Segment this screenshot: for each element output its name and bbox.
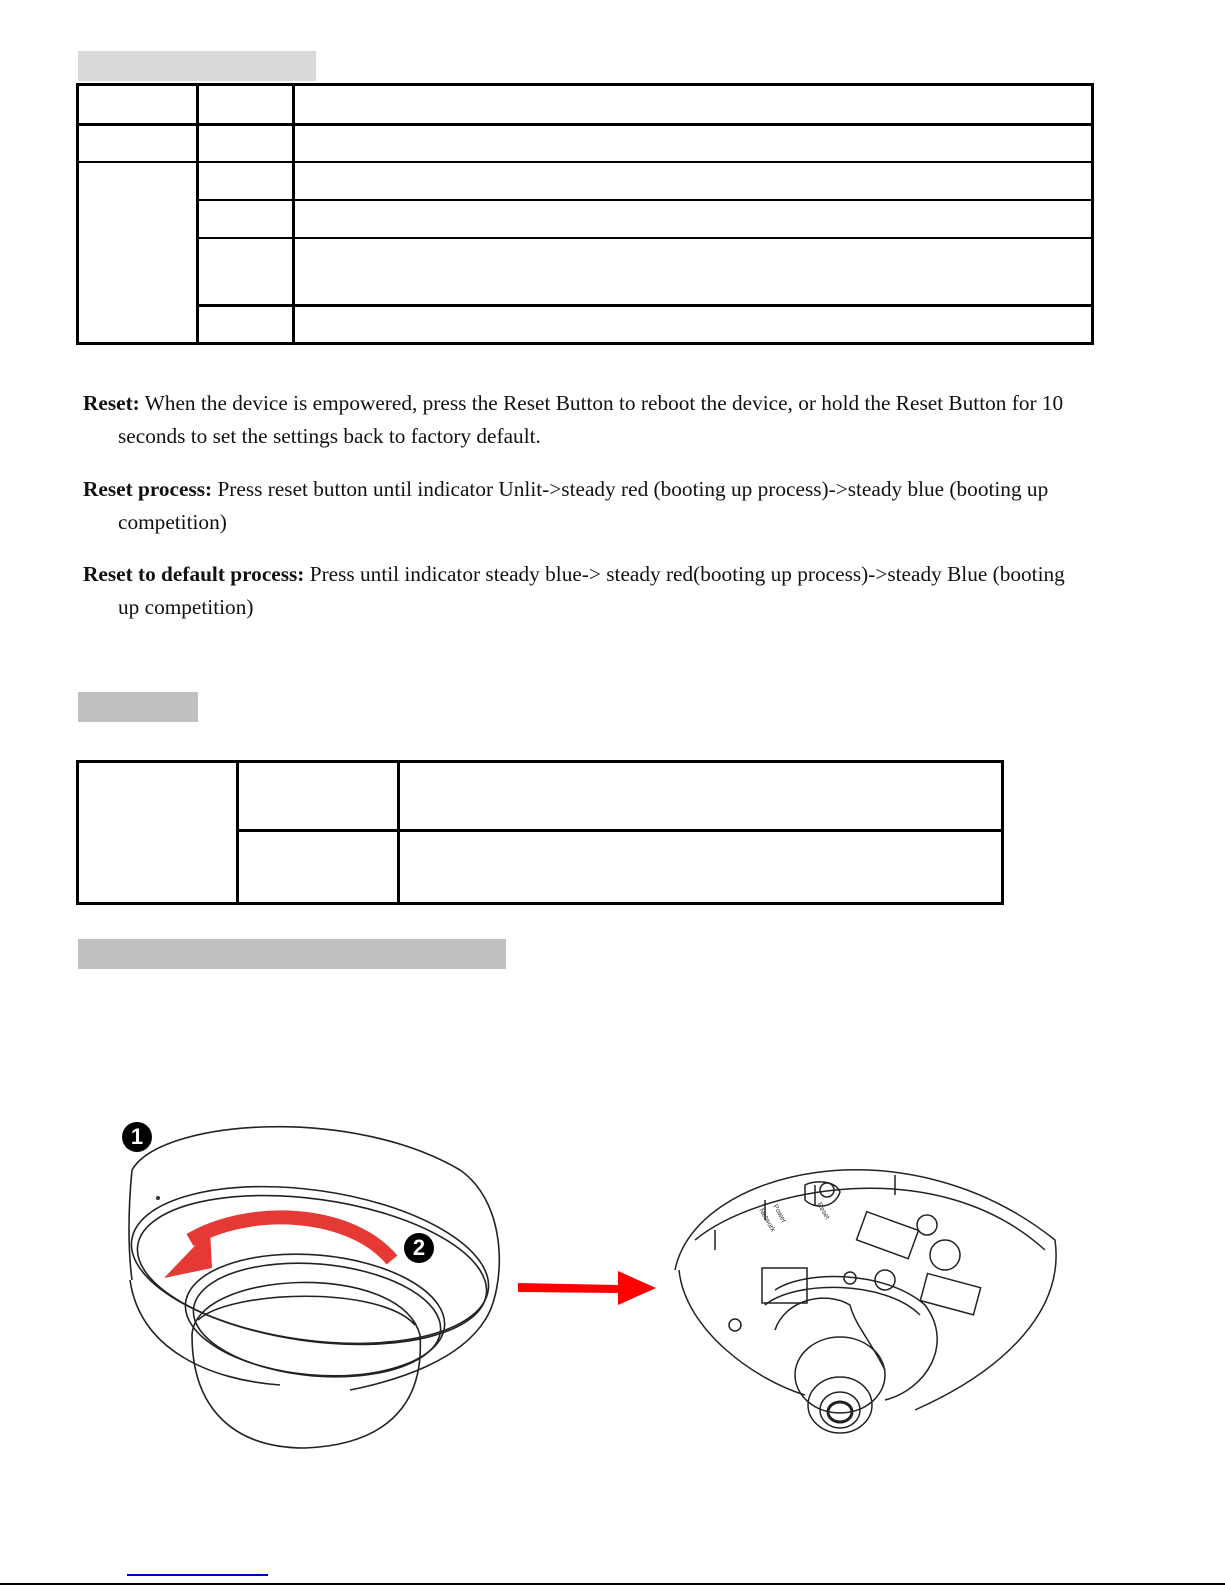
transition-arrow <box>518 1268 658 1308</box>
note-text: Press until indicator steady blue-> steady red(booting up process)->steady Blue (booting <box>304 562 1065 586</box>
camera-label-network: Network <box>757 1207 777 1234</box>
switch-table <box>76 760 1004 905</box>
dome-opened-illustration <box>655 1130 1065 1460</box>
table-cell <box>295 163 1091 199</box>
camera-label-power: Power <box>771 1203 788 1225</box>
table-cell <box>295 239 1091 304</box>
arrow-right-icon <box>518 1268 658 1308</box>
note-text-continued: seconds to set the settings back to factory default. <box>118 424 541 448</box>
reset-default-note <box>83 558 1143 624</box>
led-indicator-table <box>76 83 1094 345</box>
table-cell <box>400 832 1001 902</box>
table-cell <box>199 126 292 161</box>
reset-note <box>83 387 1143 453</box>
table-cell <box>239 832 397 902</box>
footer-link[interactable] <box>127 1574 268 1576</box>
section-heading-led <box>78 51 316 81</box>
note-text-continued: competition) <box>118 510 227 534</box>
dome-camera-open-icon <box>655 1130 1065 1460</box>
note-label: Reset process: <box>83 477 213 501</box>
camera-label-reset: Reset <box>815 1201 831 1221</box>
note-label: Reset: <box>83 391 140 415</box>
dome-camera-closed-icon <box>100 1110 520 1460</box>
step-1-badge: 1 <box>122 1122 152 1152</box>
note-label: Reset to default process: <box>83 562 305 586</box>
note-text: Press reset button until indicator Unlit->steady red (booting up process)->steady blue (booting up <box>212 477 1049 501</box>
table-cell <box>239 763 397 829</box>
table-cell <box>79 163 196 342</box>
table-header-cell <box>295 86 1091 123</box>
table-cell <box>400 763 1001 829</box>
table-cell <box>199 201 292 237</box>
section-heading-remove-cover <box>78 939 506 969</box>
table-header-cell <box>79 86 196 123</box>
table-cell <box>295 201 1091 237</box>
step-2-badge: 2 <box>404 1233 434 1263</box>
table-cell <box>295 126 1091 161</box>
table-header-cell <box>199 86 292 123</box>
table-cell <box>199 163 292 199</box>
note-text-continued: up competition) <box>118 595 254 619</box>
note-text: When the device is empowered, press the Reset Button to reboot the device, or hold the Reset Button for 10 <box>139 391 1064 415</box>
table-cell <box>79 763 236 902</box>
section-heading-switch <box>78 692 198 722</box>
table-cell <box>199 307 292 342</box>
dome-cover-illustration <box>100 1110 520 1460</box>
table-cell <box>199 239 292 304</box>
table-cell <box>79 126 196 161</box>
table-cell <box>295 307 1091 342</box>
reset-process-note <box>83 473 1143 539</box>
